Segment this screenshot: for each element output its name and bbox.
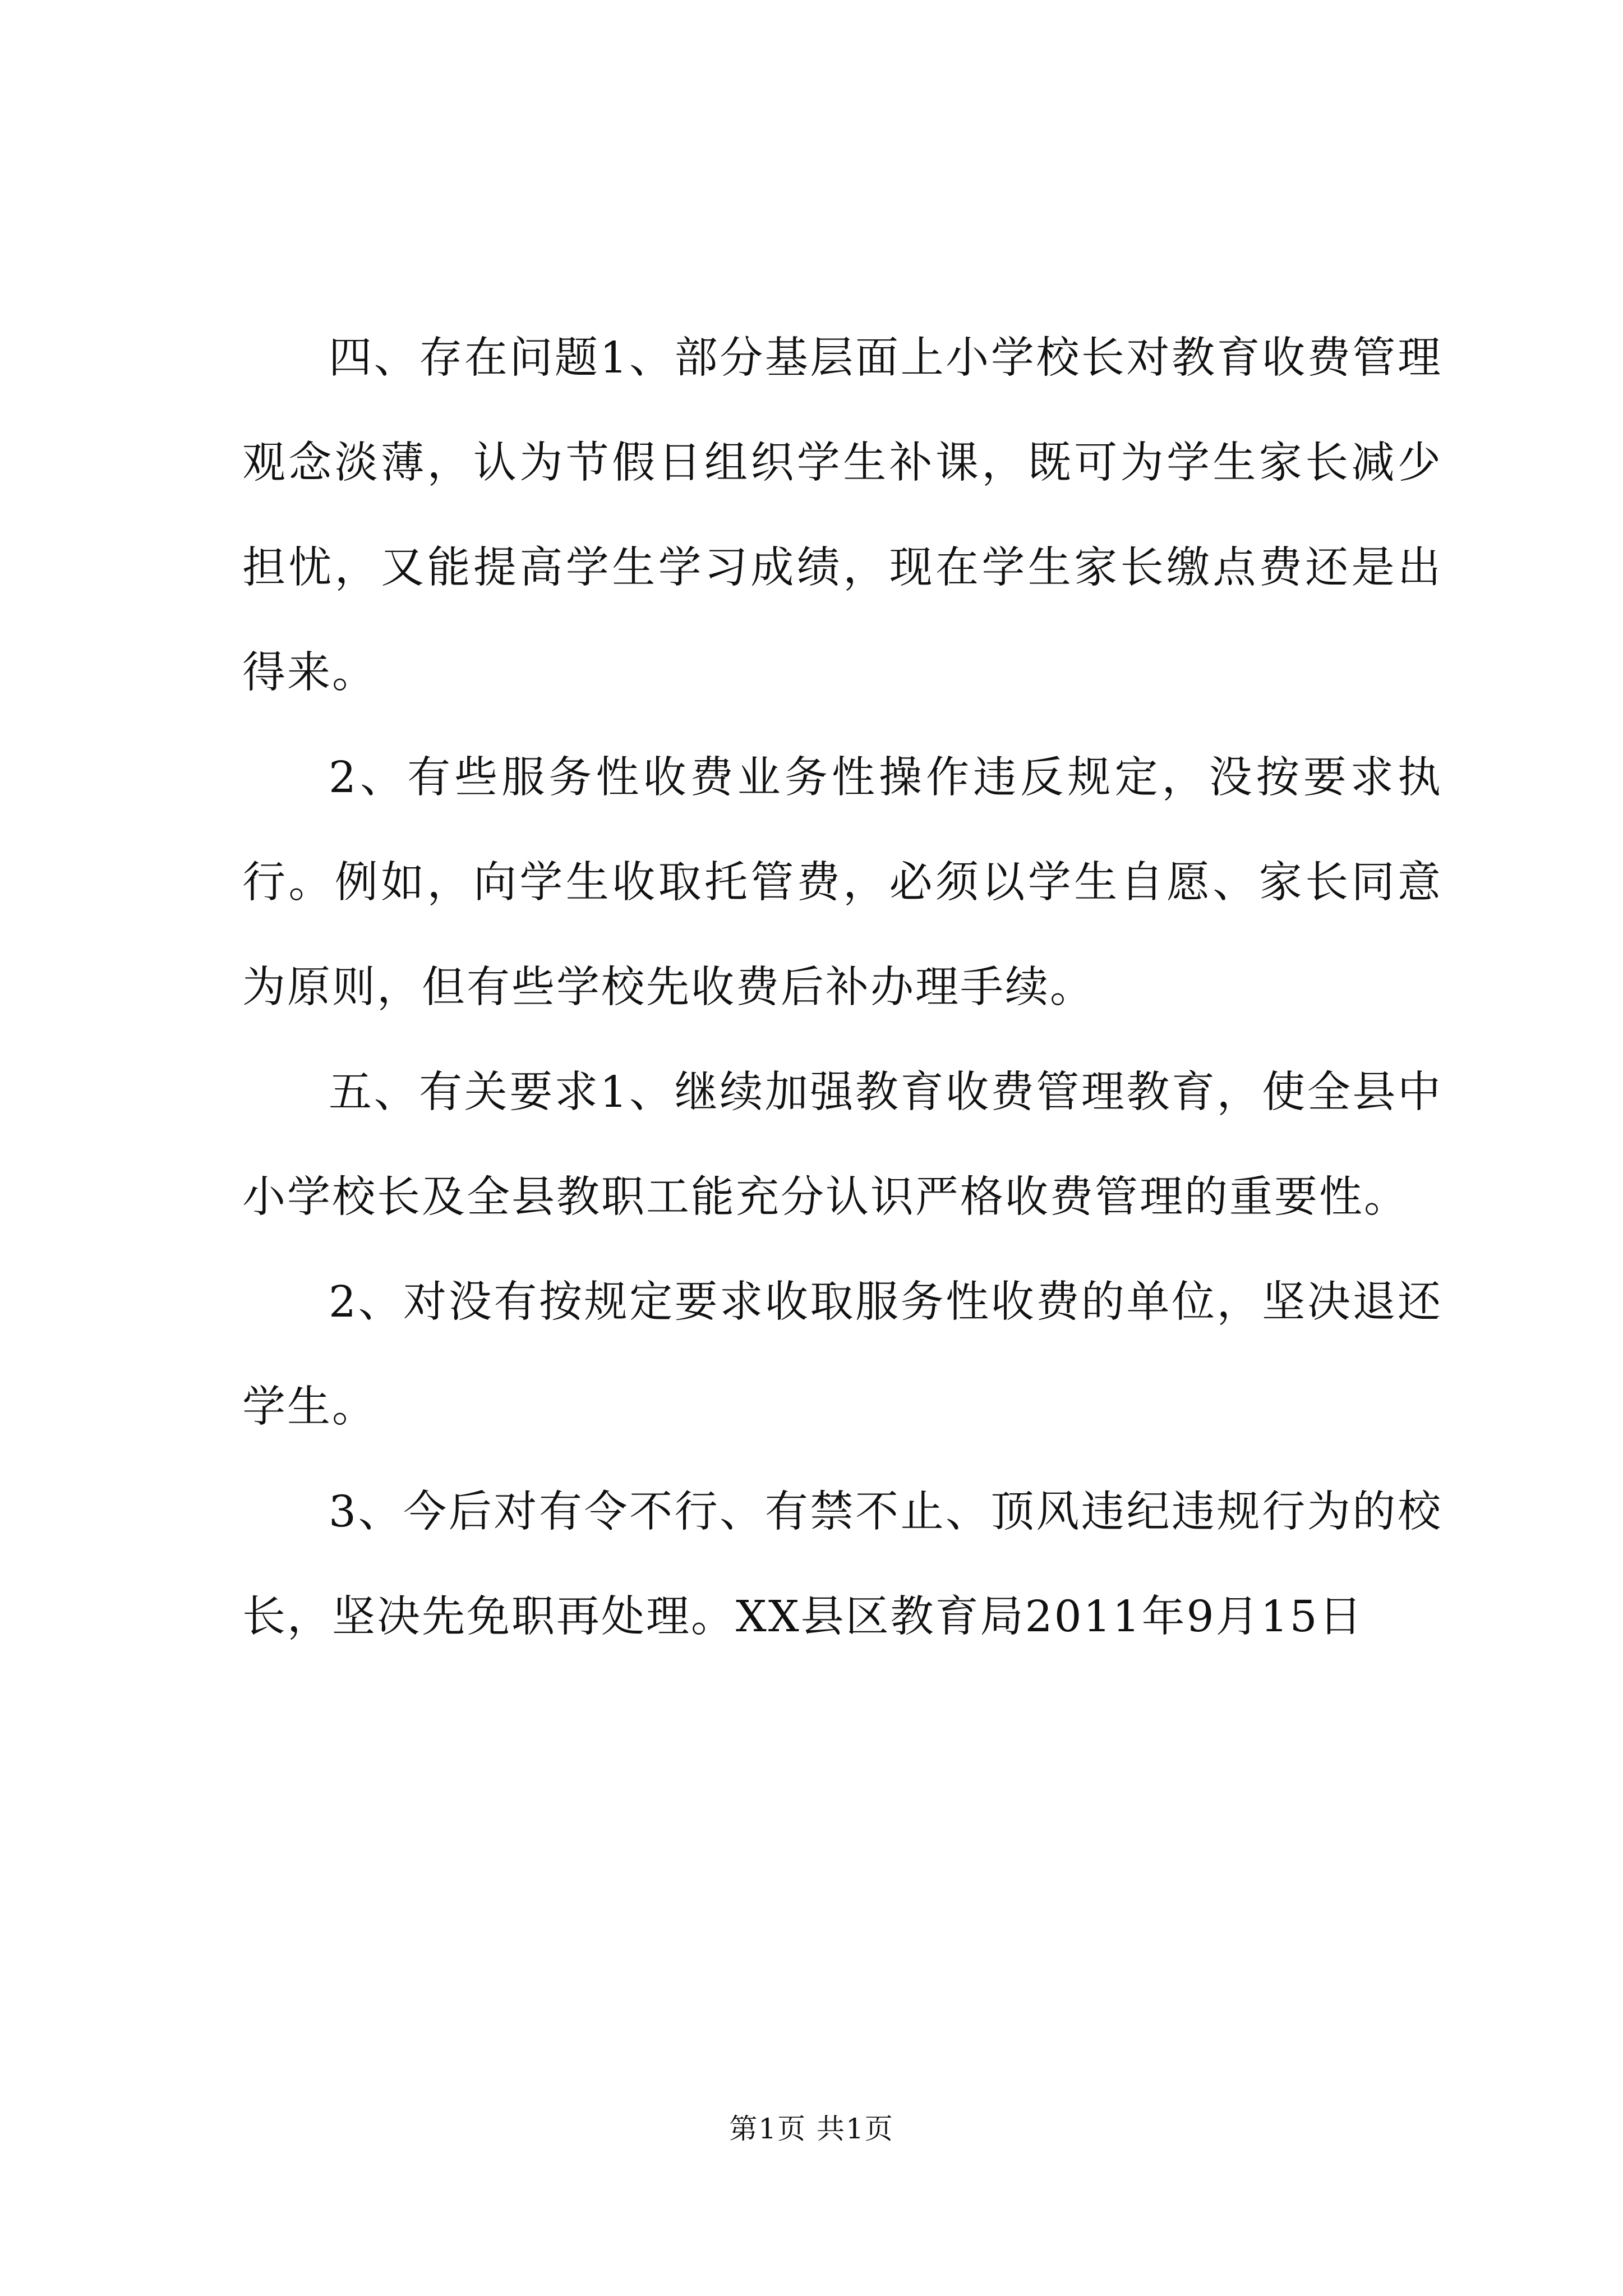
paragraph-penalty-signature: 3、今后对有令不行、有禁不止、顶风违纪违规行为的校长，坚决先免职再处理。XX县区教育局2011年9月15日 (242, 1487, 1442, 1642)
paragraph-service-fees: 2、有些服务性收费业务性操作违反规定，没按要求执行。例如，向学生收取托管费，必须以学生自愿、家长同意为原则，但有些学校先收费后补办理手续。 (242, 753, 1442, 1013)
document-body (242, 306, 1442, 1669)
paragraph-requirements: 五、有关要求1、继续加强教育收费管理教育，使全县中小学校长及全县教职工能充分认识严格收费管理的重要性。 (242, 1068, 1442, 1222)
paragraph-refund: 2、对没有按规定要求收取服务性收费的单位，坚决退还学生。 (242, 1277, 1442, 1432)
page-footer: 第1页 共1页 (729, 2113, 894, 2145)
paragraph-problems: 四、存在问题1、部分基层面上小学校长对教育收费管理观念淡薄，认为节假日组织学生补课，既可为学生家长减少担忧，又能提高学生学习成绩，现在学生家长缴点费还是出得来。 (242, 333, 1442, 698)
